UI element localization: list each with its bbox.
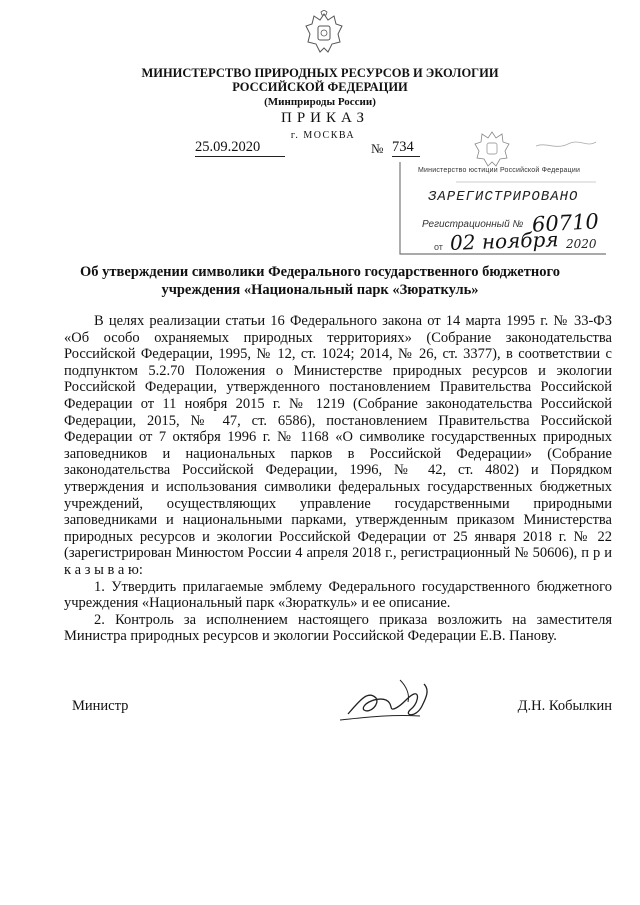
state-emblem-icon — [304, 10, 344, 58]
signatory-name: Д.Н. Кобылкин — [517, 698, 612, 714]
stamp-reg-label: Регистрационный № — [422, 219, 524, 230]
ministry-name-line1: МИНИСТЕРСТВО ПРИРОДНЫХ РЕСУРСОВ И ЭКОЛОГИИ — [141, 66, 499, 80]
signature-block — [64, 692, 612, 722]
ministry-name-line2: РОССИЙСКОЙ ФЕДЕРАЦИИ — [232, 80, 408, 94]
signatory-title: Министр — [72, 698, 129, 714]
stamp-status: ЗАРЕГИСТРИРОВАНО — [428, 189, 579, 205]
order-body — [64, 313, 612, 645]
order-date: 25.09.2020 — [195, 139, 285, 157]
clause-1: 1. Утвердить прилагаемые эмблему Федерального государственного бюджетного учреждения «Национальный парк «Зюраткуль» и ее описание. — [64, 578, 612, 612]
stamp-organization: Министерство юстиции Российской Федерации — [418, 167, 581, 174]
city: г. МОСКВА — [290, 130, 356, 141]
subject-line1: Об утверждении символики Федерального государственного бюджетного — [80, 264, 560, 280]
stamp-year: 2020 — [566, 237, 597, 251]
order-subject — [60, 263, 580, 299]
stamp-reg-number: 60710 — [531, 209, 600, 237]
subject-line2: учреждения «Национальный парк «Зюраткуль» — [161, 282, 479, 298]
ministry-short-name: (Минприроды России) — [264, 96, 376, 108]
number-sign: № — [371, 141, 384, 156]
stamp-date-prefix: от — [434, 242, 443, 252]
preamble-paragraph: В целях реализации статьи 16 Федерального закона от 14 марта 1995 г. № 33-ФЗ «Об особо охраняемых природных территориях» (Собрание законодательства Российской Федерации, 1995, № 12, ст. 1024; 2014, № 26, ст. 3377), в соответствии с подпунктом 5.2.70 Положения о Министерстве природных ресурсов и экологии Российской Федерации, утвержденного постановлением Правительства Российской Федерации от 11 ноября 2015 г. № 1219 (Собрание законодательства Российской Федерации, 2015, № 47, ст. 6586), постановлением Правительства Российской Федерации от 7 октября 1996 г. № 1168 «О символике государственных природных заповедников и национальных парков в Российской Федерации» (Собрание законодательства Российской Федерации, 1996, № 42, ст. 4802) и Порядком утверждения и использования символики федеральных государственных бюджетных учреждений, осуществляющих управление государственными природными заповедниками и национальными парками, утвержденным приказом Министерства природных ресурсов и экологии Российской Федерации от 25 января 2018 г. № 22 (зарегистрирован Минюстом России 4 апреля 2018 г., регистрационный № 50606), п р и к а з ы в а ю: — [64, 313, 612, 578]
stamp-emblem-icon — [475, 132, 509, 166]
order-number: 734 — [392, 139, 420, 157]
clause-2: 2. Контроль за исполнением настоящего приказа возложить на заместителя Министра природных ресурсов и экологии Российской Федерации Е.В. Панову. — [64, 611, 612, 645]
document-type: ПРИКАЗ — [281, 110, 369, 126]
stamp-handwritten-date: 02 ноября — [449, 227, 559, 255]
